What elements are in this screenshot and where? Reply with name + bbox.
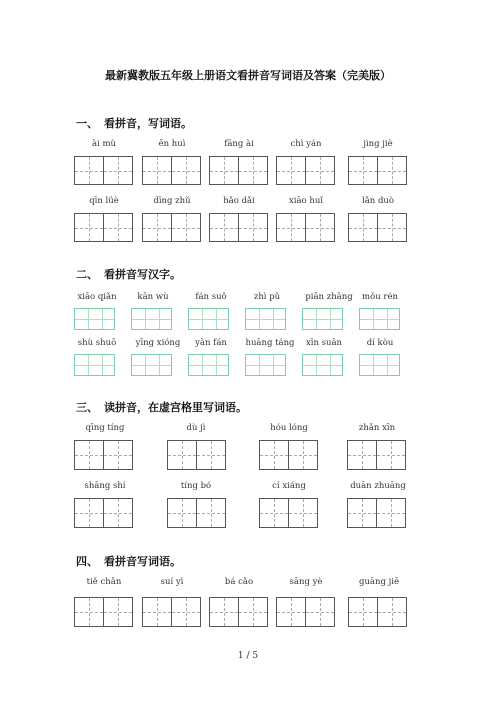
pinyin-label: qīn lüè [89, 196, 119, 206]
pinyin-label: dí kòu [366, 338, 394, 348]
writing-box[interactable] [188, 308, 229, 330]
writing-grid[interactable] [209, 597, 268, 627]
pinyin-label: tíng bó [180, 481, 212, 491]
pinyin-label: tiě chǎn [86, 577, 122, 587]
pinyin-label: hǎo dǎi [223, 196, 255, 206]
writing-grid[interactable] [167, 498, 226, 528]
section-3-heading: 三、 读拼音，在虚宫格里写词语。 [76, 401, 247, 414]
writing-grid[interactable] [276, 213, 335, 242]
writing-grid[interactable] [348, 156, 407, 185]
section-2-heading: 二、 看拼音写汉字。 [76, 268, 181, 281]
writing-box[interactable] [359, 308, 400, 330]
writing-grid[interactable] [74, 213, 133, 242]
section-1-heading: 一、 看拼音，写词语。 [76, 117, 192, 130]
pinyin-label: zhǎn xīn [358, 423, 396, 433]
writing-grid[interactable] [74, 498, 133, 528]
pinyin-label: xiāo huǐ [288, 196, 324, 206]
writing-grid[interactable] [74, 440, 133, 470]
writing-grid[interactable] [347, 440, 406, 470]
section-4-heading: 四、 看拼音写词语。 [76, 555, 181, 568]
writing-box[interactable] [131, 354, 172, 376]
pinyin-label: ēn huì [158, 139, 186, 149]
writing-box[interactable] [302, 354, 343, 376]
page-number: 1 / 5 [237, 651, 259, 661]
writing-box[interactable] [245, 354, 286, 376]
pinyin-label: shāng shí [84, 481, 126, 491]
writing-grid[interactable] [142, 213, 201, 242]
pinyin-label: yàn fán [195, 338, 227, 348]
writing-grid[interactable] [142, 156, 201, 185]
pinyin-label: fán suǒ [195, 292, 227, 302]
pinyin-label: dù jì [186, 423, 206, 433]
writing-box[interactable] [131, 308, 172, 330]
pinyin-label: dīng zhǔ [153, 196, 191, 206]
pinyin-label: jìng jiè [363, 139, 393, 149]
writing-box[interactable] [245, 308, 286, 330]
pinyin-label: ài mù [91, 139, 117, 149]
pinyin-label: lǎn duò [362, 196, 394, 206]
writing-grid[interactable] [347, 498, 406, 528]
writing-grid[interactable] [74, 156, 133, 185]
pinyin-label: sāng yè [289, 577, 323, 587]
writing-box[interactable] [74, 354, 115, 376]
writing-grid[interactable] [142, 597, 201, 627]
writing-box[interactable] [74, 308, 115, 330]
pinyin-label: huāng táng [245, 338, 295, 348]
writing-grid[interactable] [209, 213, 268, 242]
writing-grid[interactable] [74, 597, 133, 627]
writing-grid[interactable] [348, 213, 407, 242]
pinyin-label: xiāo qiǎn [77, 292, 117, 302]
pinyin-label: cí xiáng [272, 481, 306, 491]
pinyin-label: xīn suān [305, 338, 343, 348]
pinyin-label: qīng tíng [85, 423, 125, 433]
writing-grid[interactable] [276, 597, 335, 627]
writing-box[interactable] [188, 354, 229, 376]
pinyin-label: piān zhāng [305, 292, 353, 302]
pinyin-label: kān wù [137, 292, 169, 302]
pinyin-label: bá cǎo [224, 577, 254, 587]
pinyin-label: duān zhuāng [350, 481, 406, 491]
pinyin-label: chì yán [290, 139, 322, 149]
pinyin-label: yīng xióng [135, 338, 181, 348]
writing-grid[interactable] [209, 156, 268, 185]
pinyin-label: shù shuō [77, 338, 117, 348]
writing-box[interactable] [359, 354, 400, 376]
pinyin-label: fāng ài [224, 139, 254, 149]
writing-grid[interactable] [259, 440, 318, 470]
pinyin-label: mǒu rén [362, 292, 398, 302]
writing-box[interactable] [302, 308, 343, 330]
writing-grid[interactable] [167, 440, 226, 470]
writing-grid[interactable] [276, 156, 335, 185]
pinyin-label: hóu lóng [270, 423, 308, 433]
pinyin-label: guāng jiē [359, 577, 399, 587]
writing-grid[interactable] [348, 597, 407, 627]
document-title: 最新冀教版五年级上册语文看拼音写词语及答案（完美版） [105, 69, 391, 82]
pinyin-label: suí yì [160, 577, 184, 587]
writing-grid[interactable] [259, 498, 318, 528]
pinyin-label: zhì pǔ [253, 292, 281, 302]
